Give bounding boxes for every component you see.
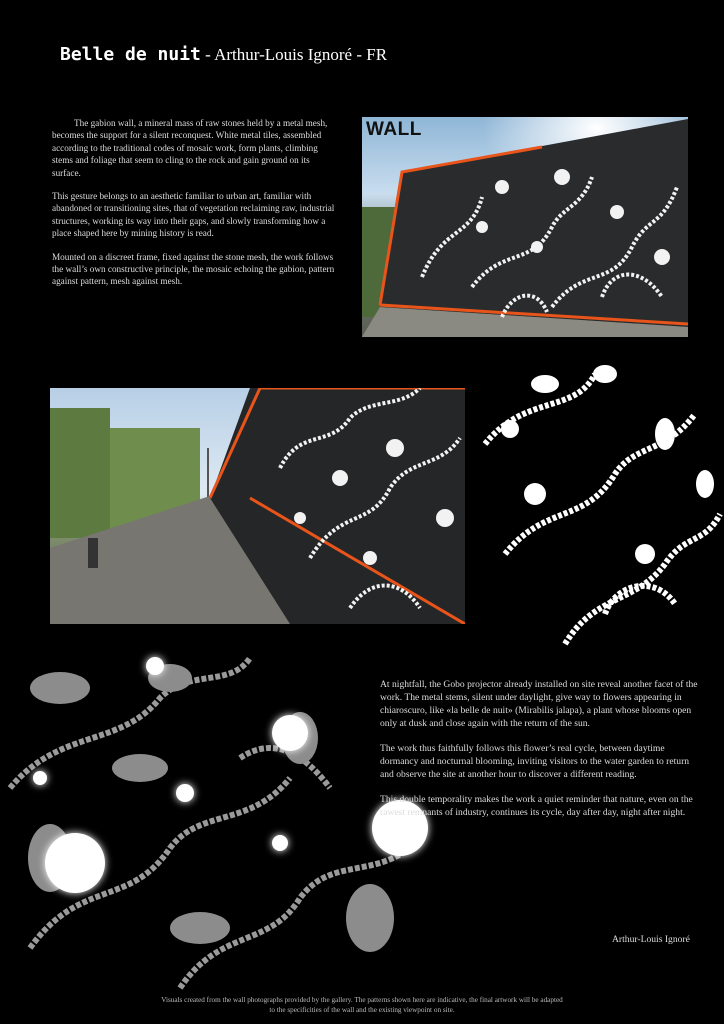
person: [88, 538, 98, 568]
pattern-detail-illustration: [465, 354, 724, 654]
night-leaves: [28, 664, 394, 952]
trees-left: [50, 408, 110, 538]
wall-label: WALL: [366, 119, 422, 140]
mosaic-pattern-detail: [465, 354, 724, 654]
night-paragraph-3: This double temporality makes the work a quiet reminder that nature, even on the rawest remnants of industry, continues its cycle, day after day, night after night.: [380, 794, 693, 818]
intro-text: [52, 117, 338, 299]
perspective-illustration: [50, 388, 465, 624]
wall-perspective-photo: [50, 388, 465, 624]
wall-photo-illustration: [362, 117, 688, 337]
pattern-flowers: [501, 420, 655, 564]
pattern-leaves: [531, 365, 714, 498]
title-main: Belle de nuit: [60, 44, 201, 65]
intro-paragraph-1: The gabion wall, a mineral mass of raw stones held by a metal mesh, becomes the support for a silent reconquest. White metal tiles, assembled according to the traditional codes of mosaic work, form plants, climbing stems and foliage that seem to cling to the rock and gain ground on its surface.: [52, 118, 328, 178]
night-paragraph-2: The work thus faithfully follows this flower’s real cycle, between daytime dormancy and nocturnal blooming, inviting visitors to the water garden to return and observe the site at another hour to discover a different reading.: [380, 743, 690, 780]
night-paragraph-1: At nightfall, the Gobo projector already installed on site reveal another facet of the work. The metal stems, silent under daylight, give way to flowers appearing in chiaroscuro, like «la belle de nuit» (Mirabilis jalapa), a plant whose blooms open only at dusk and close again with the return of the sun.: [380, 679, 698, 729]
night-flowers: [33, 657, 428, 893]
night-pattern-illustration: [0, 648, 440, 998]
night-projection-pattern: [0, 648, 440, 998]
intro-paragraph-3: Mounted on a discreet frame, fixed against the stone mesh, the work follows the wall’s own constructive principle, the mosaic echoing the gabion, pattern against pattern, mesh against mesh.: [52, 251, 335, 287]
title-author: - Arthur-Louis Ignoré - FR: [200, 45, 388, 64]
night-text: [380, 678, 700, 831]
wall-photo: [362, 117, 688, 337]
signature: Arthur-Louis Ignoré: [612, 934, 690, 945]
footnote: Visuals created from the wall photographs provided by the gallery. The patterns shown here are indicative, the final artwork will be adapted to the specificities of the wall and the existing viewpoint on site.: [161, 996, 563, 1014]
pattern-stems: [485, 374, 720, 644]
page-title: [60, 44, 387, 65]
intro-paragraph-2: This gesture belongs to an aesthetic familiar to urban art, familiar with abandoned or transitioning sites, that of vegetation reclaiming raw, industrial structures, working its way into their gaps, and slowly transforming how a place shaped here by mining history is read.: [52, 191, 335, 239]
